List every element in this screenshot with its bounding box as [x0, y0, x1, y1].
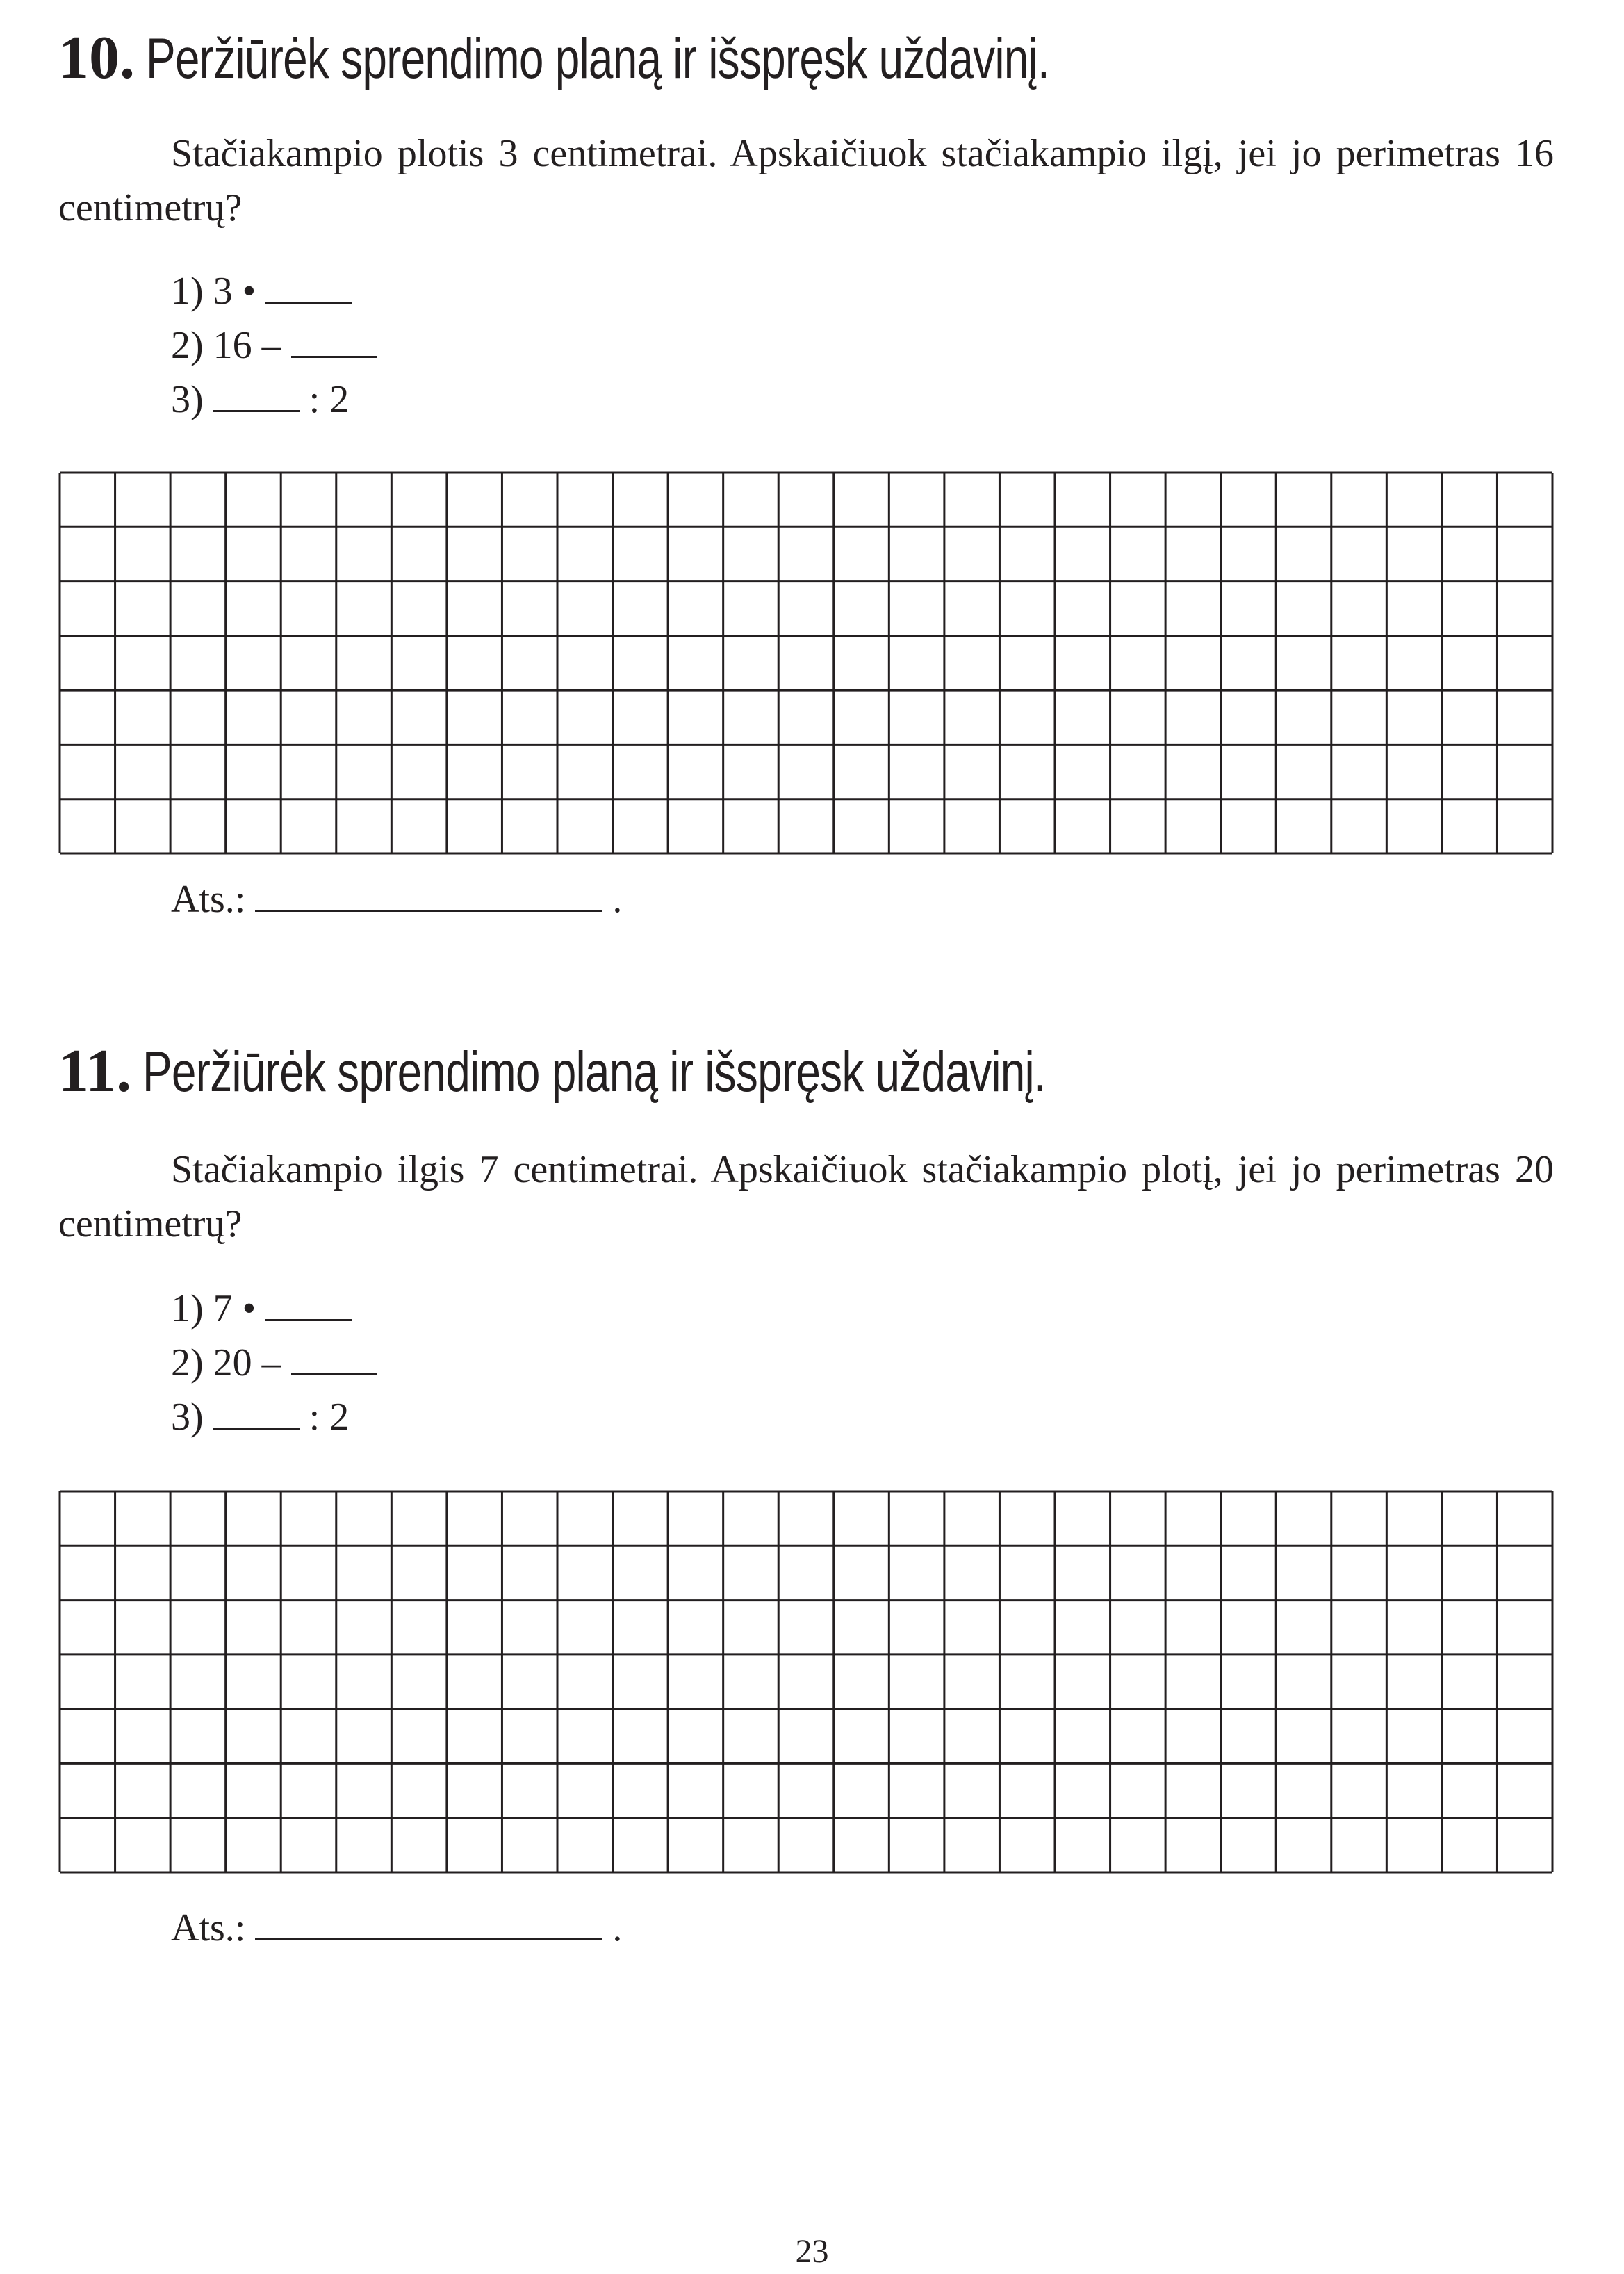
answer-blank[interactable] — [213, 404, 300, 412]
plan-step-text: 3) — [171, 1396, 204, 1439]
plan-step-text: 2) 16 – — [171, 324, 281, 367]
plan-step-2 — [171, 1336, 377, 1390]
solution-plan — [171, 1282, 377, 1444]
plan-step-suffix: : 2 — [309, 1396, 350, 1439]
answer-blank[interactable] — [265, 296, 352, 304]
plan-step-3 — [171, 1390, 377, 1444]
answer-end: . — [612, 878, 623, 921]
plan-step-suffix: : 2 — [309, 378, 350, 421]
plan-step-text: 1) 3 • — [171, 270, 256, 313]
page-number: 23 — [795, 2233, 829, 2270]
answer-blank[interactable] — [291, 350, 377, 358]
squared-work-grid[interactable] — [58, 1490, 1554, 1874]
plan-step-text: 2) 20 – — [171, 1341, 281, 1384]
task-title — [58, 24, 1304, 92]
plan-step-text: 3) — [171, 378, 204, 421]
task-heading: Peržiūrėk sprendimo planą ir išspręsk uždavinį. — [146, 27, 1049, 90]
answer-blank[interactable] — [213, 1422, 300, 1430]
plan-step-2 — [171, 318, 377, 373]
task-heading: Peržiūrėk sprendimo planą ir išspręsk uždavinį. — [142, 1040, 1047, 1104]
plan-step-text: 1) 7 • — [171, 1287, 256, 1330]
answer-blank[interactable] — [265, 1314, 352, 1321]
answer-line — [171, 877, 622, 922]
task-number: 11. — [58, 1038, 132, 1105]
answer-label: Ats.: — [171, 1906, 246, 1949]
plan-step-1 — [171, 1282, 377, 1336]
plan-step-3 — [171, 373, 377, 427]
answer-blank[interactable] — [255, 904, 602, 912]
task-text: Stačiakampio plotis 3 centimetrai. Apskaičiuok stačiakampio ilgį, jei jo perimetras 16 centimetrų? — [58, 132, 1554, 229]
task-text: Stačiakampio ilgis 7 centimetrai. Apskaičiuok stačiakampio plotį, jei jo perimetras 20 centimetrų? — [58, 1148, 1554, 1245]
task-number: 10. — [58, 24, 135, 92]
answer-end: . — [612, 1906, 623, 1949]
answer-blank[interactable] — [291, 1368, 377, 1375]
plan-step-1 — [171, 264, 377, 318]
task-title — [58, 1038, 1301, 1105]
answer-label: Ats.: — [171, 878, 246, 921]
answer-blank[interactable] — [255, 1933, 602, 1940]
answer-line — [171, 1906, 622, 1950]
solution-plan — [171, 264, 377, 427]
squared-work-grid[interactable] — [58, 471, 1554, 855]
